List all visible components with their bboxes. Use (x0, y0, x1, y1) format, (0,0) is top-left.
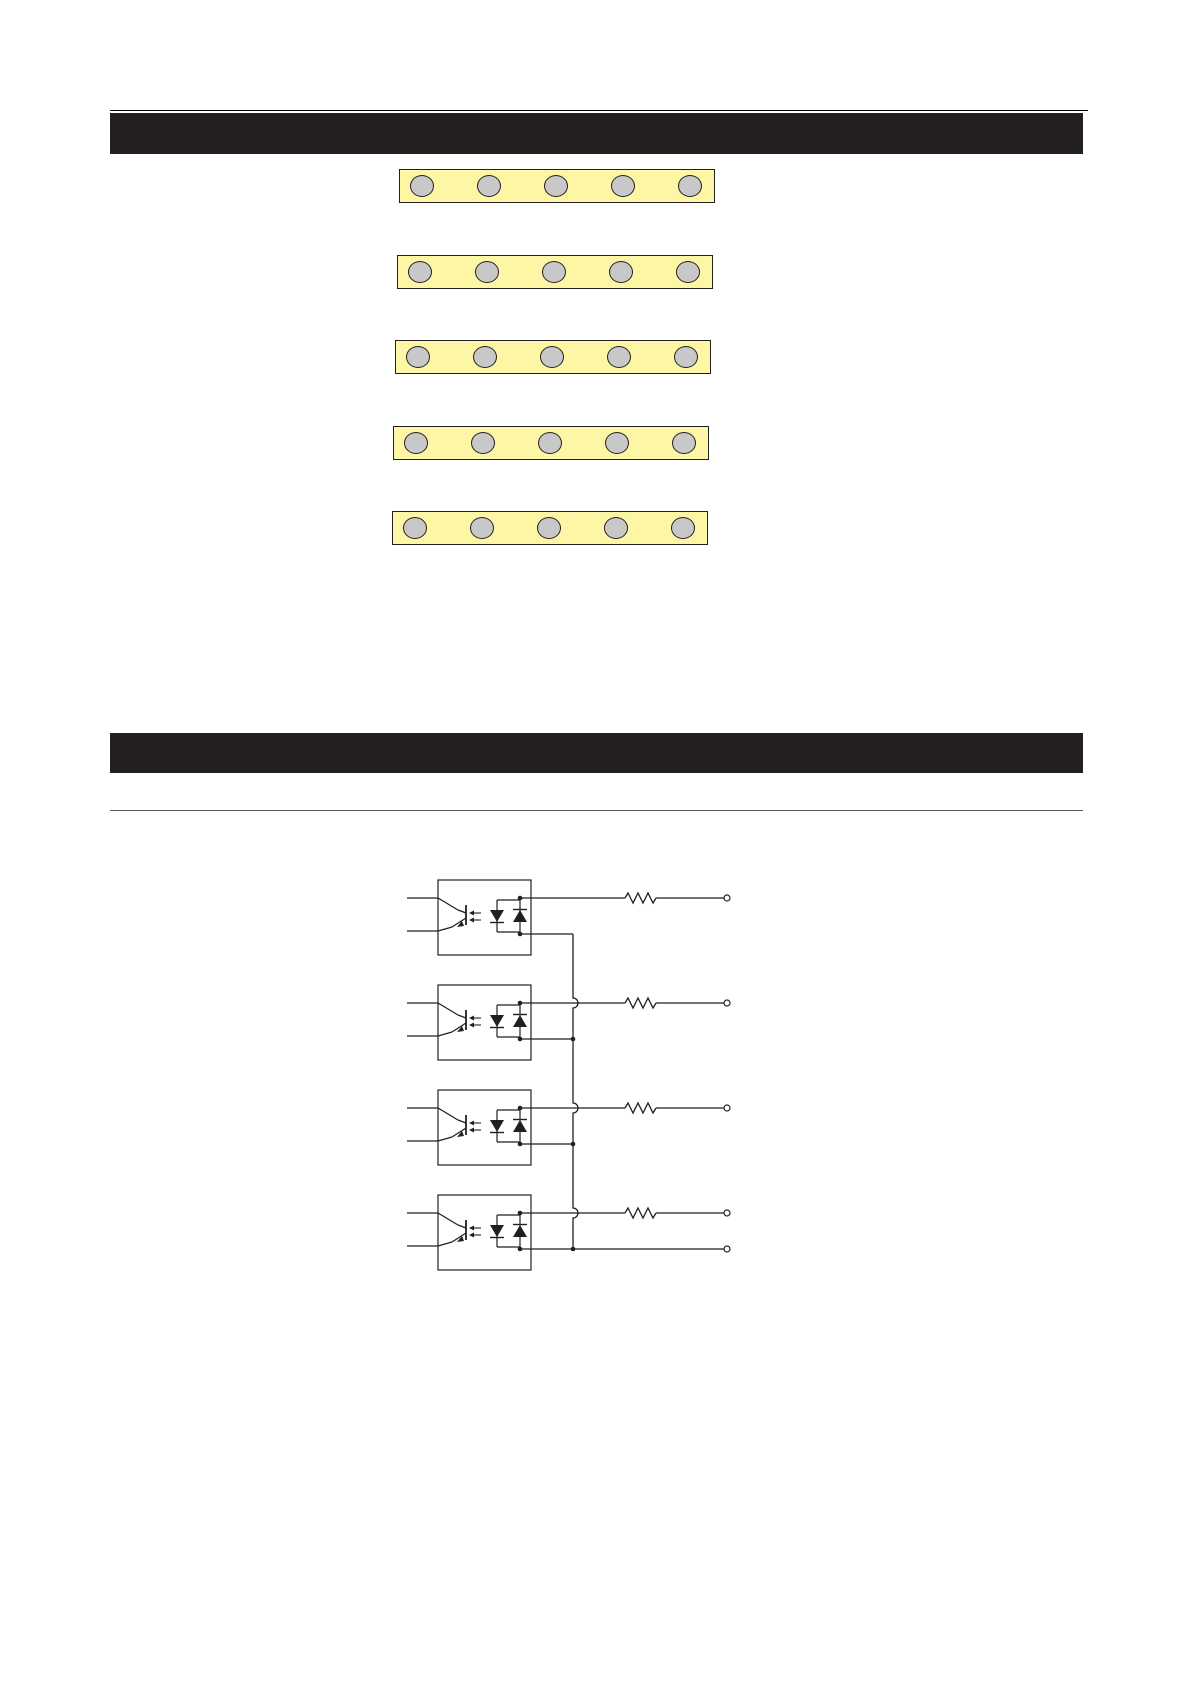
channel-1 (407, 880, 730, 955)
channel-2 (407, 985, 730, 1060)
channel-4 (407, 1195, 730, 1270)
common-bus-wire (573, 934, 578, 1249)
common-terminal (573, 1246, 730, 1252)
junction-dot (571, 1037, 576, 1042)
junction-dot (571, 1142, 576, 1147)
channel-3 (407, 1090, 730, 1165)
